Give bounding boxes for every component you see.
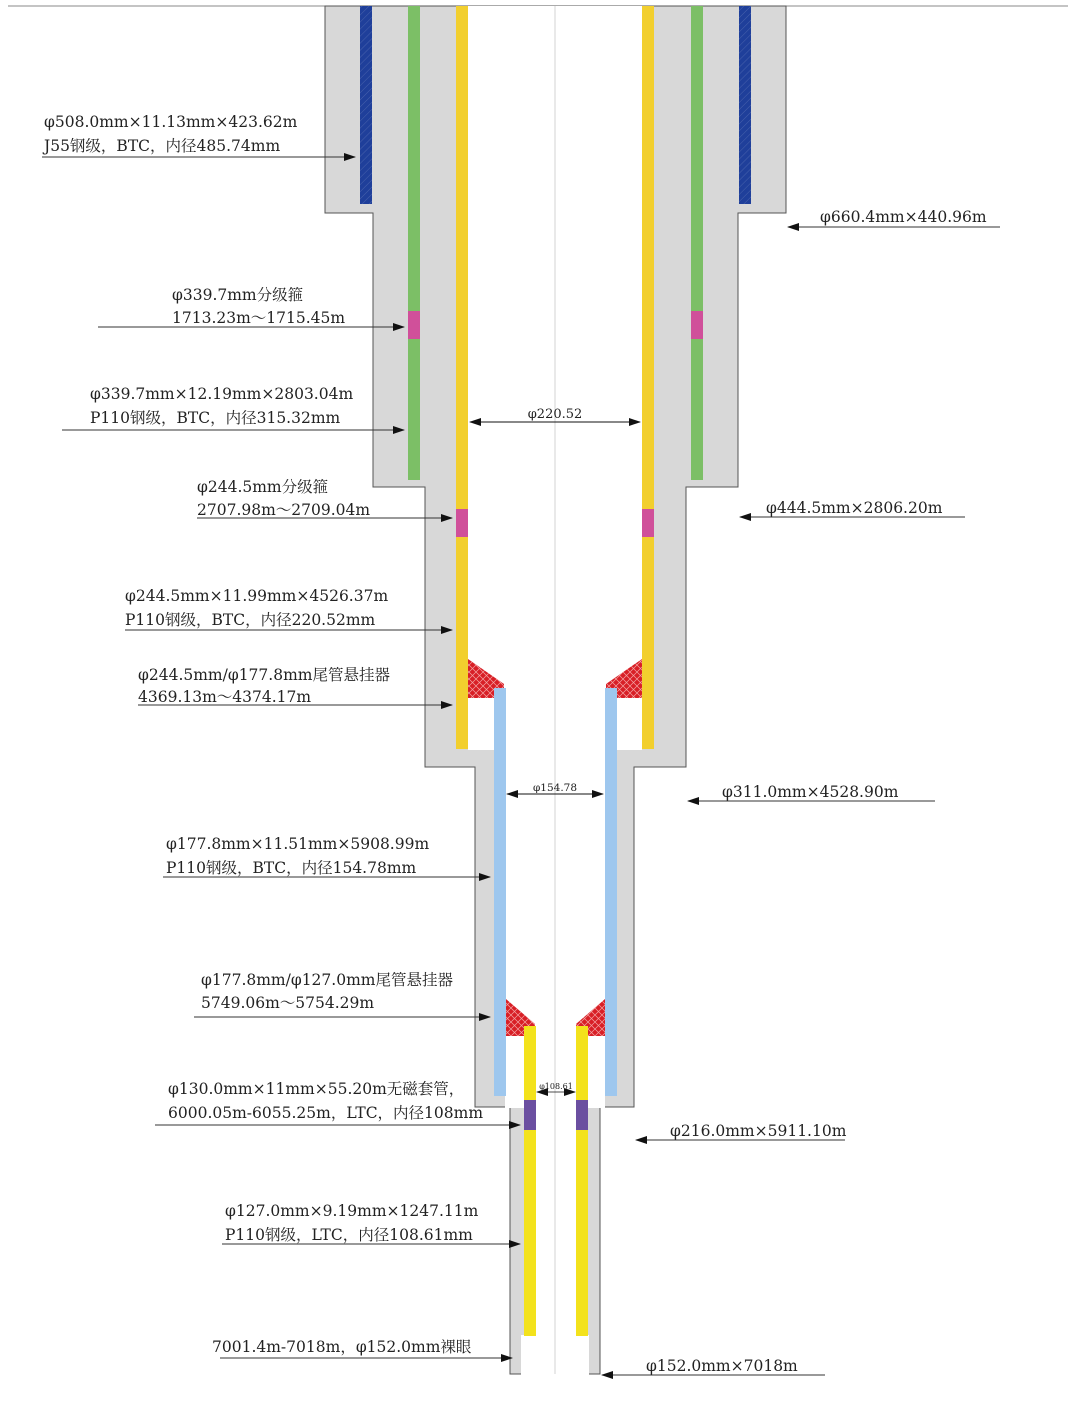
svg-text:φ339.7mm×12.19mm×2803.04m: φ339.7mm×12.19mm×2803.04m — [90, 385, 354, 403]
svg-text:φ152.0mm×7018m: φ152.0mm×7018m — [646, 1357, 798, 1375]
svg-text:φ244.5mm×11.99mm×4526.37m: φ244.5mm×11.99mm×4526.37m — [125, 587, 389, 605]
id-108-label: φ108.61 — [539, 1082, 573, 1091]
label-hole-152 — [602, 1357, 825, 1375]
label-hole-311 — [688, 783, 935, 801]
stage-collar-339 — [408, 311, 420, 339]
svg-text:φ244.5mm/φ177.8mm尾管悬挂器: φ244.5mm/φ177.8mm尾管悬挂器 — [138, 666, 390, 684]
label-casing-244 — [125, 587, 452, 630]
svg-text:P110钢级，BTC，内径315.32mm: P110钢级，BTC，内径315.32mm — [90, 409, 341, 427]
svg-text:φ216.0mm×5911.10m: φ216.0mm×5911.10m — [670, 1122, 847, 1140]
label-casing-177 — [163, 835, 490, 877]
svg-text:φ177.8mm/φ127.0mm尾管悬挂器: φ177.8mm/φ127.0mm尾管悬挂器 — [201, 971, 453, 989]
svg-text:φ127.0mm×9.19mm×1247.11m: φ127.0mm×9.19mm×1247.11m — [225, 1202, 479, 1220]
label-open-hole — [212, 1338, 512, 1358]
label-nonmag-casing-130 — [155, 1080, 520, 1125]
svg-text:P110钢级，LTC，内径108.61mm: P110钢级，LTC，内径108.61mm — [225, 1226, 473, 1244]
id-154-label: φ154.78 — [532, 782, 578, 794]
svg-text:φ244.5mm分级箍: φ244.5mm分级箍 — [197, 478, 329, 496]
svg-text:P110钢级，BTC，内径154.78mm: P110钢级，BTC，内径154.78mm — [166, 859, 417, 877]
label-casing-339 — [62, 385, 404, 430]
id-220-label: φ220.52 — [527, 407, 583, 422]
svg-text:φ130.0mm×11mm×55.20m无磁套管，: φ130.0mm×11mm×55.20m无磁套管， — [168, 1080, 465, 1098]
label-stage-collar-339 — [98, 286, 404, 327]
label-casing-127 — [222, 1202, 520, 1244]
label-liner-hanger-244 — [138, 666, 452, 706]
svg-text:J55钢级，BTC，内径485.74mm: J55钢级，BTC，内径485.74mm — [44, 137, 281, 155]
svg-text:φ508.0mm×11.13mm×423.62m: φ508.0mm×11.13mm×423.62m — [44, 113, 298, 131]
label-hole-660 — [788, 208, 1000, 227]
svg-text:φ660.4mm×440.96m: φ660.4mm×440.96m — [820, 208, 987, 226]
svg-text:4369.13m～4374.17m: 4369.13m～4374.17m — [138, 688, 312, 706]
label-hole-444 — [740, 499, 965, 517]
svg-text:P110钢级，BTC，内径220.52mm: P110钢级，BTC，内径220.52mm — [125, 611, 376, 629]
svg-text:5749.06m～5754.29m: 5749.06m～5754.29m — [201, 994, 375, 1012]
svg-text:1713.23m～1715.45m: 1713.23m～1715.45m — [172, 309, 346, 327]
svg-text:φ444.5mm×2806.20m: φ444.5mm×2806.20m — [766, 499, 943, 517]
stage-collar-244 — [456, 509, 468, 537]
svg-text:φ339.7mm分级箍: φ339.7mm分级箍 — [172, 286, 304, 304]
label-casing-508 — [42, 113, 355, 157]
svg-text:2707.98m～2709.04m: 2707.98m～2709.04m — [197, 501, 371, 519]
svg-text:7001.4m-7018m，φ152.0mm裸眼: 7001.4m-7018m，φ152.0mm裸眼 — [212, 1338, 472, 1356]
svg-text:φ177.8mm×11.51mm×5908.99m: φ177.8mm×11.51mm×5908.99m — [166, 835, 430, 853]
svg-text:φ311.0mm×4528.90m: φ311.0mm×4528.90m — [722, 783, 899, 801]
label-hole-216 — [636, 1122, 847, 1140]
nonmag-casing-130 — [524, 1100, 536, 1130]
label-liner-hanger-177 — [194, 971, 490, 1017]
id-dimension-108 — [537, 1082, 575, 1092]
svg-text:6000.05m-6055.25m，LTC，内径108mm: 6000.05m-6055.25m，LTC，内径108mm — [168, 1104, 484, 1122]
